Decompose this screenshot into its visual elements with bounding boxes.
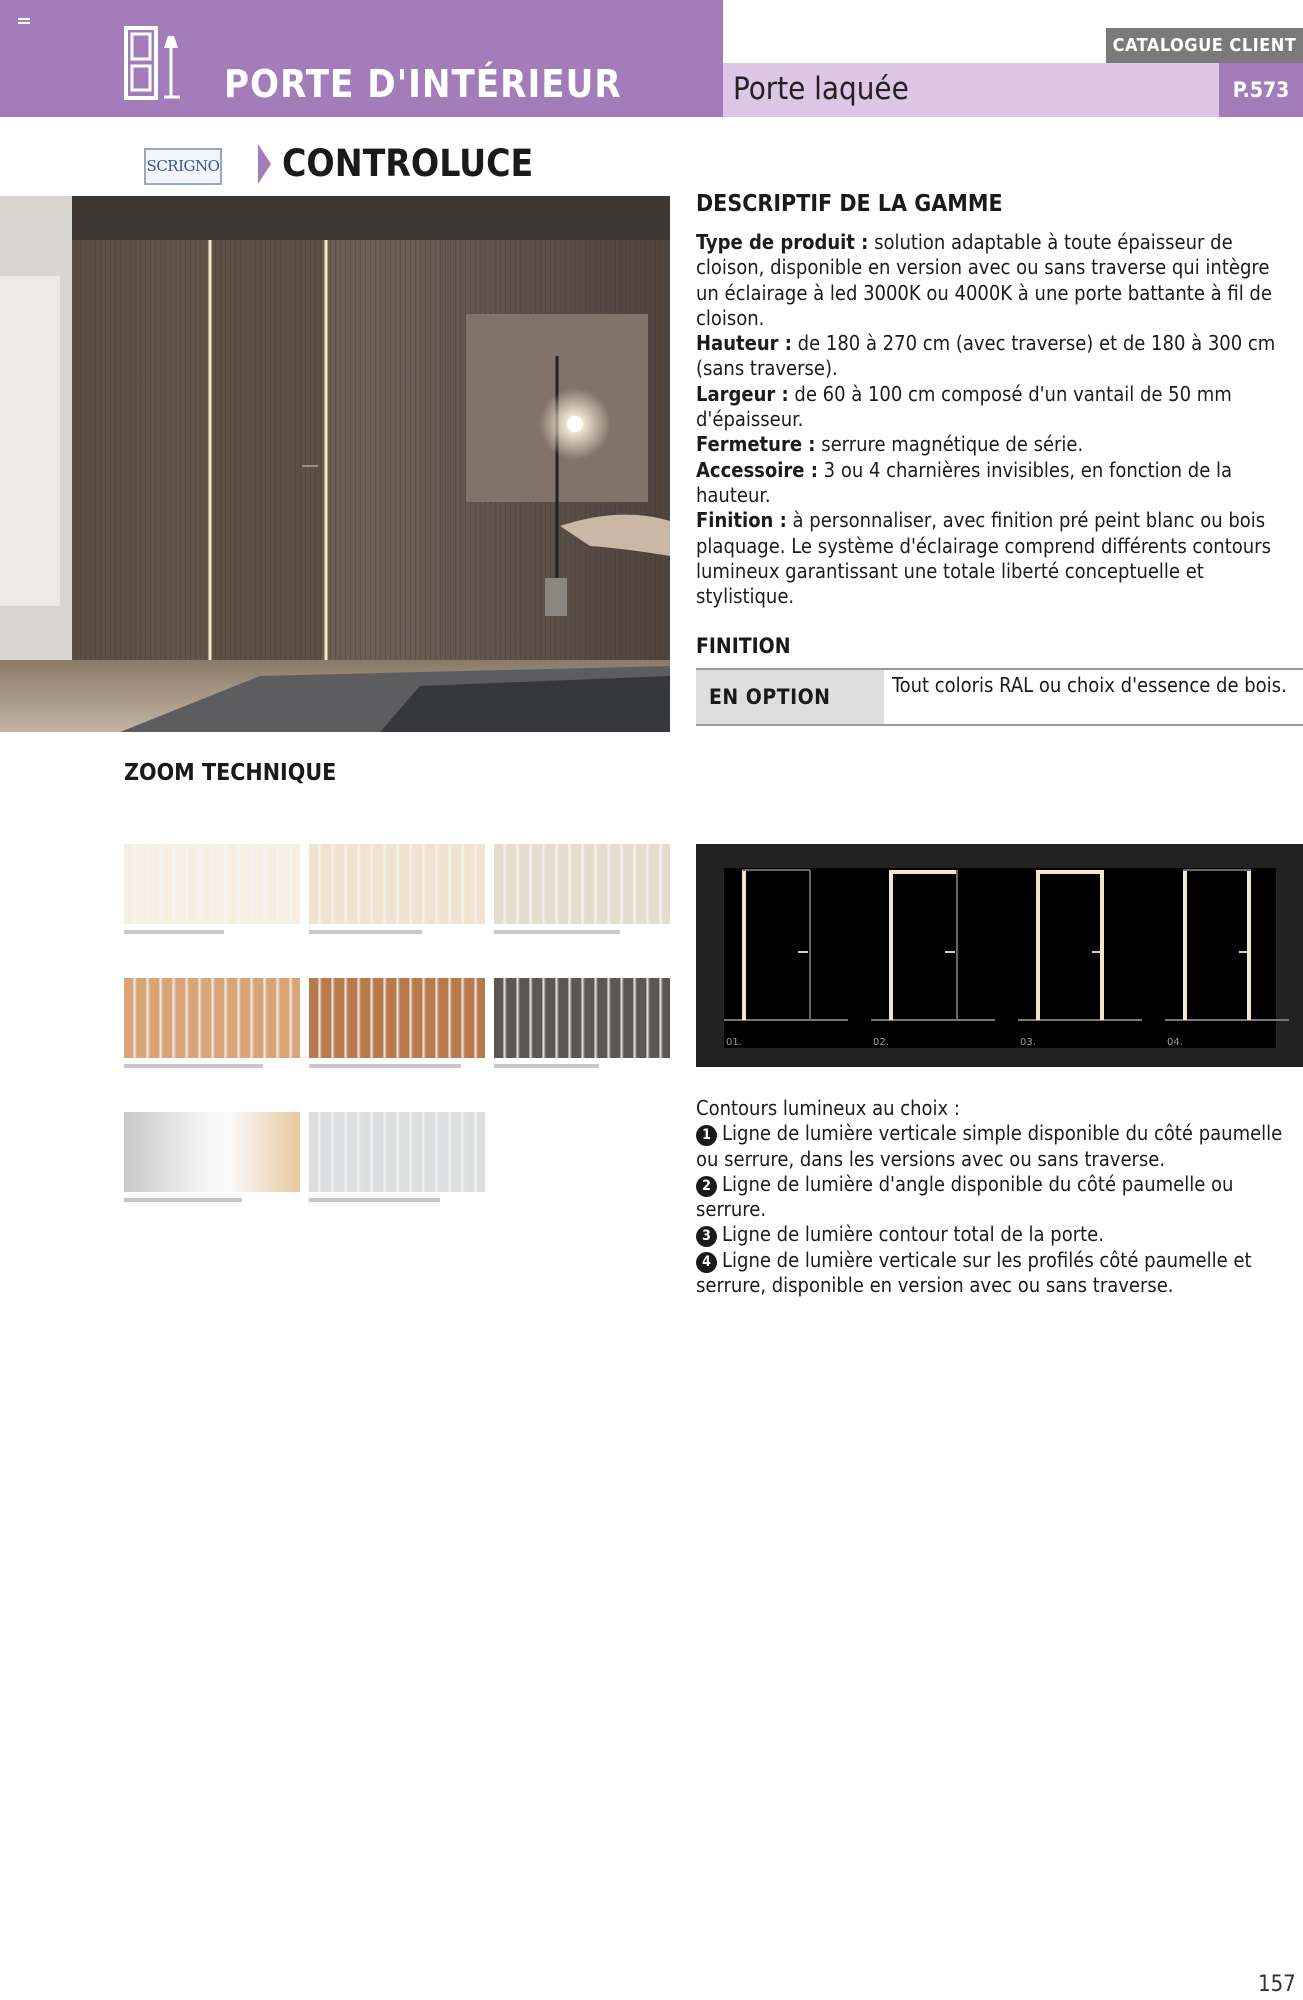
finish-swatch [494,978,670,1058]
description-item: Hauteur : de 180 à 270 cm (avec traverse) et de 180 à 300 cm (sans traverse). [696,331,1276,381]
swatch-caption [124,1198,242,1202]
description-item: Accessoire : 3 ou 4 charnières invisibles, en fonction de la hauteur. [696,457,1233,507]
subsection-title: Porte laquée [733,71,909,107]
contour-item: 1 Ligne de lumière verticale simple disponible du côté paumelle ou serrure, dans les versions avec ou sans traverse. [696,1121,1283,1171]
door-variant-label: 01. [726,1037,742,1048]
zoom-heading: ZOOM TECHNIQUE [124,760,337,786]
contour-item: 4 Ligne de lumière verticale sur les profilés côté paumelle et serrure, disponible en version avec ou sans traverse. [696,1247,1252,1298]
finish-swatch [124,844,300,924]
finition-option-value: Tout coloris RAL ou choix d'essence de bois. [892,673,1287,697]
contour-item: 3 Ligne de lumière contour total de la porte. [696,1222,1303,1247]
page-reference-badge: P.573 [1219,63,1303,117]
description-body [696,230,1296,609]
finish-swatch [124,978,300,1058]
finition-heading: FINITION [696,634,791,658]
door-variant-label: 04. [1167,1037,1183,1048]
description-item: Type de produit : solution adaptable à toute épaisseur de cloison, disponible en version avec ou sans traverse qui intègre un éclairage à led 3000K ou 4000K à une porte battante à fil de cloison. [696,230,1272,330]
door-variant-label: 02. [873,1037,889,1048]
finish-swatch [309,844,485,924]
chevron-right-icon [258,144,271,184]
number-1-icon: 1 [696,1125,717,1146]
contour-item: 2 Ligne de lumière d'angle disponible du côté paumelle ou serrure. [696,1171,1234,1222]
product-photo [0,196,670,732]
description-heading: DESCRIPTIF DE LA GAMME [696,191,1003,217]
finish-swatch [309,1112,485,1192]
description-item: Largeur : de 60 à 100 cm composé d'un vantail de 50 mm d'épaisseur. [696,381,1232,432]
product-name: CONTROLUCE [282,142,534,185]
finish-swatch [494,844,670,924]
swatch-caption [309,930,422,934]
number-2-icon: 2 [696,1176,717,1197]
number-4-icon: 4 [696,1252,717,1273]
page-number: 157 [1258,1972,1296,1997]
finition-table [696,668,1303,726]
section-title: PORTE D'INTÉRIEUR [224,62,622,106]
catalogue-badge: CATALOGUE CLIENT [1106,28,1303,63]
number-3-icon: 3 [696,1226,717,1247]
swatch-caption [309,1064,461,1068]
finish-swatch [124,1112,300,1192]
finition-option-label: EN OPTION [696,670,884,724]
swatch-caption [309,1198,440,1202]
swatch-caption [494,930,620,934]
description-item: Finition : à personnaliser, avec finition pré peint blanc ou bois plaquage. Le système d'éclairage comprend différents contours lumineux garantissant une totale liberté conceptuelle et stylistique. [696,508,1271,609]
light-contour-diagram [696,844,1303,1067]
swatch-caption [124,1064,263,1068]
finish-swatch [309,978,485,1058]
contours-intro: Contours lumineux au choix : [696,1096,960,1120]
swatch-caption [494,1064,599,1068]
interior-door-photo [0,196,670,732]
door-lamp-icon [124,26,186,100]
menu-icon[interactable] [18,18,30,28]
light-contours-list [696,1096,1303,1298]
door-variant-label: 03. [1020,1037,1036,1048]
brand-logo: SCRIGNO [144,148,222,185]
description-item: Fermeture : serrure magnétique de série. [696,432,1084,457]
swatch-caption [124,930,224,934]
